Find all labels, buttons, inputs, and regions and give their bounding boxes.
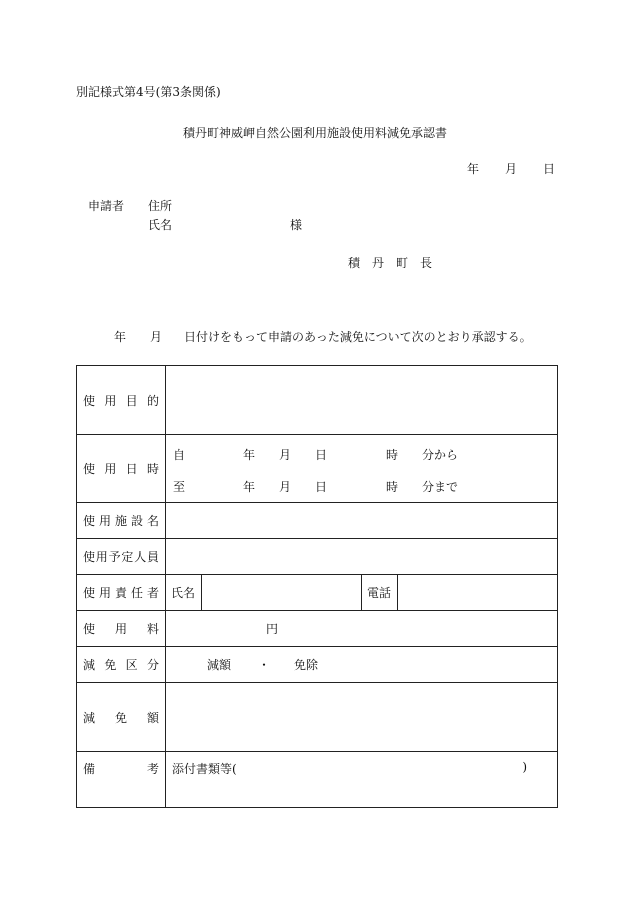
row-people <box>77 539 558 575</box>
label-char: 免 <box>114 710 127 725</box>
to-month: 月 <box>279 479 292 494</box>
label-char: 使 <box>83 514 96 528</box>
issuer-char: 町 <box>395 256 408 270</box>
label-char: 用 <box>114 622 127 636</box>
label-char: 施 <box>114 514 127 528</box>
label-char: 額 <box>146 710 159 725</box>
label-char: 者 <box>146 586 159 600</box>
row-exempt-amount <box>77 683 558 752</box>
fee-unit: 円 <box>266 622 279 636</box>
statement-month: 月 <box>150 330 163 344</box>
from-day: 日 <box>315 447 328 462</box>
label-char: 責 <box>114 586 127 600</box>
label-char: 任 <box>130 586 143 600</box>
statement-year: 年 <box>114 330 127 344</box>
manager-name-field[interactable] <box>202 575 362 611</box>
row-facility <box>77 503 558 539</box>
datetime-from <box>166 444 557 462</box>
manager-label <box>77 575 166 611</box>
label-char: 員 <box>146 550 159 564</box>
issuer <box>348 256 432 270</box>
label-char: 日 <box>125 462 138 476</box>
option-separator: ・ <box>258 658 271 672</box>
to-prefix: 至 <box>173 479 186 494</box>
label-char: 減 <box>83 658 96 672</box>
honorific: 様 <box>290 218 303 232</box>
label-char: 設 <box>130 514 143 528</box>
row-fee <box>77 611 558 647</box>
datetime-label <box>77 435 166 503</box>
label-char: 区 <box>125 658 138 672</box>
option-exemption[interactable]: 免除 <box>294 658 319 672</box>
label-char: 用 <box>104 393 117 408</box>
label-char: 定 <box>121 550 134 564</box>
date-year-label: 年 <box>467 162 480 176</box>
fee-label <box>77 611 166 647</box>
issue-date <box>467 162 555 176</box>
label-char: 名 <box>146 514 159 528</box>
category-label <box>77 647 166 683</box>
document-title: 積丹町神威岬自然公園利用施設使用料減免承認書 <box>182 126 447 140</box>
row-datetime <box>77 435 558 503</box>
statement-text: 日付けをもって申請のあった減免について次のとおり承認する。 <box>184 330 532 344</box>
to-year: 年 <box>243 479 256 494</box>
datetime-field[interactable] <box>166 435 558 503</box>
label-char: 考 <box>146 762 159 776</box>
label-char: 使 <box>83 622 96 636</box>
people-label <box>77 539 166 575</box>
from-year: 年 <box>243 447 256 462</box>
from-prefix: 自 <box>173 447 186 462</box>
label-char: 用 <box>98 586 111 600</box>
attachments-label: 添付書類等( <box>172 762 237 776</box>
applicant-label: 申請者 <box>88 199 125 213</box>
attachments-close: ) <box>522 760 527 774</box>
form-reference: 別記様式第4号(第3条関係) <box>76 85 221 99</box>
exempt-amount-label <box>77 683 166 752</box>
label-char: 減 <box>83 710 96 725</box>
name-label: 氏名 <box>148 218 173 232</box>
category-field[interactable] <box>166 647 558 683</box>
date-day-label: 日 <box>543 162 556 176</box>
fee-field[interactable] <box>166 611 558 647</box>
label-char: 使 <box>83 550 96 564</box>
approval-table <box>76 365 558 808</box>
manager-phone-label: 電話 <box>362 575 398 611</box>
row-category <box>77 647 558 683</box>
row-manager <box>77 575 558 611</box>
label-char: 料 <box>146 622 159 636</box>
label-char: 使 <box>83 462 96 476</box>
label-char: 予 <box>108 550 121 564</box>
purpose-field[interactable] <box>166 366 558 435</box>
address-label: 住所 <box>148 199 173 213</box>
exempt-amount-field[interactable] <box>166 683 558 752</box>
from-month: 月 <box>279 447 292 462</box>
date-month-label: 月 <box>505 162 518 176</box>
row-remarks <box>77 752 558 808</box>
label-char: 用 <box>98 514 111 528</box>
label-char: 人 <box>134 550 147 564</box>
approval-statement <box>114 330 532 344</box>
issuer-char: 積 <box>348 256 361 270</box>
to-hour: 時 <box>386 479 399 494</box>
label-char: 免 <box>104 658 117 672</box>
label-char: 使 <box>83 393 96 408</box>
label-char: 時 <box>146 462 159 476</box>
remarks-label <box>77 752 166 808</box>
from-hour: 時 <box>386 447 399 462</box>
label-char: 用 <box>95 550 108 564</box>
to-day: 日 <box>315 479 328 494</box>
label-char: 目 <box>125 393 138 408</box>
remarks-field[interactable] <box>166 752 558 808</box>
manager-name-label: 氏名 <box>166 575 202 611</box>
people-field[interactable] <box>166 539 558 575</box>
issuer-char: 長 <box>419 256 432 270</box>
row-purpose <box>77 366 558 435</box>
to-suffix: 分まで <box>422 479 459 494</box>
facility-label <box>77 503 166 539</box>
label-char: 分 <box>146 658 159 672</box>
facility-field[interactable] <box>166 503 558 539</box>
label-char: 備 <box>83 762 96 776</box>
manager-phone-field[interactable] <box>398 575 558 611</box>
label-char: 使 <box>83 586 96 600</box>
label-char: 用 <box>104 462 117 476</box>
from-suffix: 分から <box>422 447 459 462</box>
label-char: 的 <box>146 393 159 408</box>
purpose-label <box>77 366 166 435</box>
datetime-to <box>166 476 557 494</box>
option-reduction[interactable]: 減額 <box>207 658 232 672</box>
issuer-char: 丹 <box>371 256 384 270</box>
